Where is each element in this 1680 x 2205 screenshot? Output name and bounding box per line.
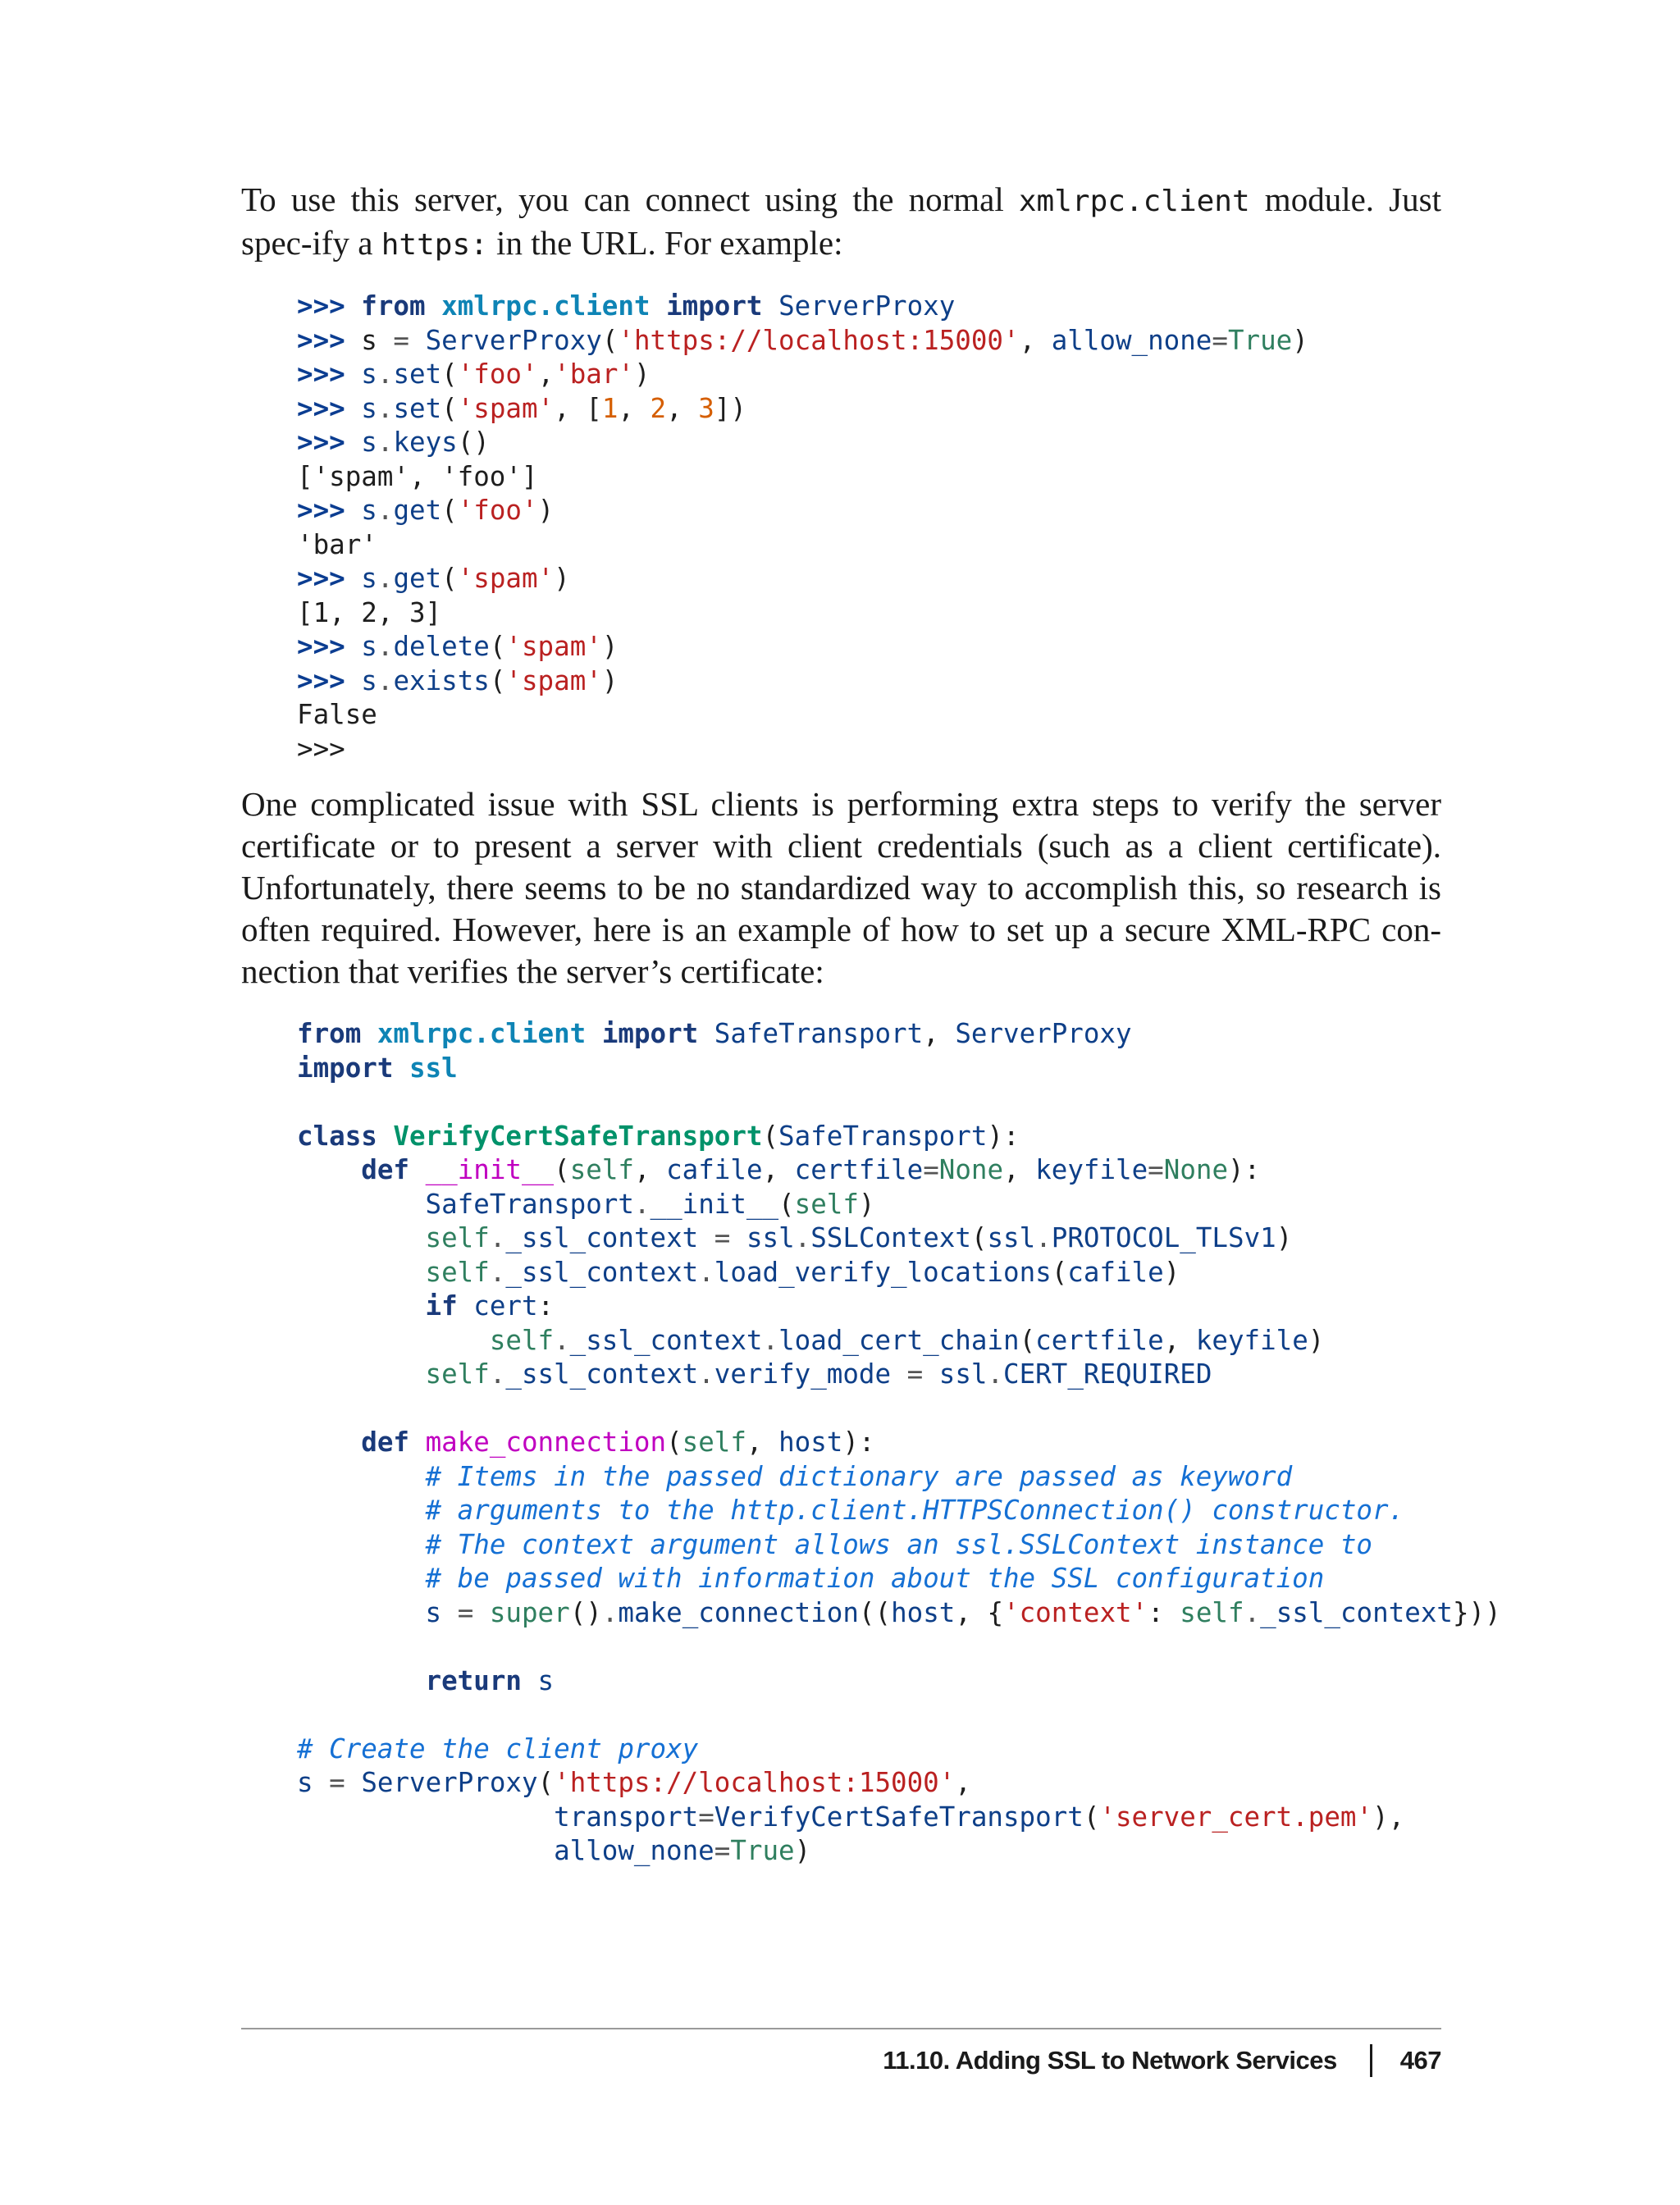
paragraph-text: To use this server, you can connect using the normal — [241, 180, 1019, 218]
code-token — [297, 1358, 426, 1390]
code-token: ( — [1019, 1324, 1036, 1356]
code-token: = — [923, 1154, 939, 1185]
code-line — [297, 1052, 1501, 1086]
code-token: ): — [842, 1427, 875, 1458]
code-token: self — [794, 1188, 859, 1220]
code-token: ( — [489, 664, 506, 696]
code-line — [297, 1834, 1501, 1869]
code-token: >>> — [297, 631, 362, 662]
code-token: . — [377, 563, 394, 594]
inline-code-scheme: https: — [381, 228, 488, 262]
code-line — [297, 1664, 1501, 1699]
code-token — [522, 1665, 538, 1696]
code-line — [297, 1596, 1501, 1631]
code-token: cafile — [666, 1154, 763, 1185]
code-token: , — [618, 392, 651, 424]
code-token: ) — [554, 563, 570, 594]
code-token: . — [762, 1324, 779, 1356]
code-token: verify_mode — [714, 1358, 892, 1390]
code-token: 'foo' — [457, 495, 538, 526]
footer-divider — [241, 2028, 1441, 2029]
code-token: # Items in the passed dictionary are passed as keyword — [425, 1460, 1293, 1492]
code-token — [297, 1495, 426, 1526]
code-token: . — [489, 1222, 506, 1253]
code-token: = — [1212, 324, 1228, 356]
code-token: make_connection — [618, 1596, 859, 1628]
code-token: return — [425, 1664, 522, 1696]
code-line — [297, 1188, 1501, 1222]
code-token — [297, 1563, 426, 1594]
code-token: >>> — [297, 427, 362, 458]
code-token: self — [425, 1256, 490, 1288]
code-token — [297, 1222, 426, 1253]
code-token: 'https://localhost:15000' — [554, 1767, 956, 1798]
code-token: . — [794, 1222, 811, 1253]
code-token: 'spam' — [505, 664, 602, 696]
code-line — [297, 1698, 1501, 1732]
code-token — [313, 1767, 330, 1798]
code-token: , [ — [554, 392, 602, 424]
code-token: . — [377, 427, 394, 458]
code-token: VerifyCertSafeTransport — [393, 1120, 763, 1152]
code-line — [297, 596, 1308, 631]
code-token: . — [377, 664, 394, 696]
code-token: . — [554, 1324, 570, 1356]
code-token — [297, 1154, 361, 1185]
code-block-interactive-session — [297, 290, 1308, 766]
code-token: SafeTransport — [425, 1188, 634, 1220]
code-token: ( — [537, 1767, 555, 1798]
code-token: _ssl_context — [505, 1222, 699, 1253]
code-token: ( — [970, 1222, 988, 1253]
code-token: , — [1163, 1324, 1196, 1356]
code-token: . — [377, 495, 394, 526]
code-token: exists — [393, 664, 490, 696]
code-line — [297, 460, 1308, 495]
code-token: certfile — [1035, 1324, 1164, 1356]
code-token: ssl — [938, 1358, 988, 1390]
paragraph-text: in the URL. For example: — [487, 224, 843, 262]
code-line — [297, 1392, 1501, 1427]
code-token: , — [666, 392, 699, 424]
code-token — [458, 1290, 474, 1322]
code-token — [297, 1290, 426, 1322]
code-token: cert — [473, 1290, 538, 1322]
code-token: None — [938, 1154, 1004, 1185]
code-token: ) — [601, 664, 619, 696]
code-token: ) — [1276, 1222, 1293, 1253]
code-token: SafeTransport — [778, 1120, 988, 1152]
code-token: >>> — [297, 290, 362, 322]
code-token: super — [489, 1596, 570, 1628]
code-token: SafeTransport — [714, 1018, 924, 1049]
code-token: ( — [1083, 1801, 1100, 1833]
code-token: ( — [601, 324, 619, 356]
code-token: s — [361, 664, 377, 696]
code-token — [409, 325, 426, 356]
code-token — [297, 1189, 426, 1220]
code-token: ssl — [987, 1222, 1036, 1253]
code-token: 'spam' — [505, 631, 602, 662]
code-token: from — [297, 1018, 362, 1049]
code-token: ( — [666, 1427, 682, 1458]
code-line — [297, 630, 1308, 664]
code-token: = — [1148, 1154, 1164, 1185]
code-token: delete — [393, 631, 490, 662]
footer-separator — [1370, 2044, 1372, 2077]
code-token: make_connection — [425, 1427, 667, 1458]
code-token: xmlrpc.client — [441, 290, 651, 322]
code-token: ['spam', 'foo'] — [297, 460, 538, 492]
code-line — [297, 528, 1308, 563]
code-token — [345, 1767, 362, 1798]
code-token: 'foo' — [457, 358, 538, 390]
code-token: })) — [1452, 1596, 1501, 1628]
code-token — [651, 290, 667, 322]
code-token: if — [425, 1290, 458, 1322]
code-token — [409, 1427, 426, 1458]
code-token: . — [698, 1358, 714, 1390]
code-token: s — [425, 1596, 442, 1628]
code-token — [698, 1018, 714, 1049]
code-token: def — [361, 1427, 409, 1458]
code-token: ) — [1308, 1324, 1325, 1356]
code-line — [297, 1494, 1501, 1528]
code-token: >>> — [297, 664, 362, 696]
code-token: self — [569, 1154, 634, 1185]
code-line — [297, 1460, 1501, 1495]
code-token: ( — [441, 392, 458, 424]
code-token: ) — [1292, 324, 1308, 356]
code-token: , — [1003, 1154, 1036, 1185]
code-token: s — [297, 1767, 313, 1798]
page-number: 467 — [1399, 2046, 1441, 2075]
code-line — [297, 698, 1308, 733]
code-token: True — [730, 1835, 795, 1866]
code-token: s — [361, 631, 377, 662]
code-token: ServerProxy — [361, 1767, 538, 1798]
code-token: xmlrpc.client — [377, 1018, 587, 1049]
code-token: keyfile — [1195, 1324, 1308, 1356]
code-line — [297, 392, 1308, 427]
code-token: () — [569, 1596, 602, 1628]
code-token: ( — [554, 1154, 570, 1185]
code-token — [409, 1154, 426, 1185]
code-line — [297, 358, 1308, 392]
code-token: 'context' — [1003, 1596, 1148, 1628]
code-token: host — [891, 1596, 956, 1628]
code-token: allow_none — [1051, 324, 1212, 356]
code-token — [698, 1222, 714, 1253]
code-token: , { — [955, 1596, 1004, 1628]
code-token: ) — [601, 631, 619, 662]
code-line — [297, 1324, 1501, 1358]
code-token: get — [393, 563, 442, 594]
code-token — [297, 1461, 426, 1492]
code-token: allow_none — [554, 1835, 714, 1866]
code-token: : — [537, 1290, 555, 1322]
code-token — [297, 1597, 426, 1628]
code-token: 'server_cert.pem' — [1099, 1801, 1373, 1833]
code-token: False — [297, 699, 377, 730]
code-token: >>> — [297, 733, 345, 765]
code-token: >>> — [297, 392, 362, 424]
code-token: () — [457, 427, 490, 458]
code-token — [586, 1018, 602, 1049]
code-token: self — [682, 1427, 746, 1458]
code-token — [473, 1597, 490, 1628]
code-token: = — [457, 1596, 474, 1628]
code-token: # be passed with information about the SSL configuration — [425, 1563, 1325, 1594]
code-token: , — [955, 1767, 971, 1798]
code-line — [297, 733, 1308, 767]
code-token: SSLContext — [810, 1222, 971, 1253]
code-token: self — [425, 1358, 490, 1390]
code-token: ( — [441, 495, 458, 526]
code-token: ( — [762, 1120, 779, 1152]
code-token: s — [361, 427, 377, 458]
code-token: ), — [1372, 1801, 1405, 1833]
code-token — [426, 290, 442, 322]
code-token: , — [746, 1427, 779, 1458]
code-token: . — [1244, 1596, 1261, 1628]
code-token: True — [1227, 324, 1293, 356]
code-token — [730, 1222, 746, 1253]
code-token: ssl — [409, 1052, 458, 1084]
code-line — [297, 1562, 1501, 1596]
code-token: from — [361, 290, 426, 322]
page-footer — [883, 2041, 1441, 2080]
code-token: ) — [1163, 1256, 1180, 1288]
code-token: load_verify_locations — [714, 1256, 1052, 1288]
code-line — [297, 664, 1308, 699]
code-token: import — [601, 1018, 699, 1049]
code-token: 'bar' — [554, 358, 634, 390]
code-token: s — [361, 563, 377, 594]
code-token — [361, 1018, 377, 1049]
paragraph-text: module. Just spec-ify a — [241, 180, 1441, 262]
code-line — [297, 1358, 1501, 1392]
code-token: 'spam' — [457, 563, 555, 594]
code-token — [297, 1325, 490, 1356]
code-line — [297, 1801, 1501, 1835]
code-token: self — [425, 1222, 490, 1253]
code-line — [297, 562, 1308, 596]
code-token — [297, 1427, 361, 1458]
footer-section-title: 11.10. Adding SSL to Network Services — [883, 2046, 1337, 2075]
code-line — [297, 1290, 1501, 1324]
code-token: >>> — [297, 563, 362, 594]
code-token — [297, 1257, 426, 1288]
code-line — [297, 494, 1308, 528]
code-token: = — [714, 1222, 731, 1253]
code-token: >>> — [297, 495, 362, 526]
code-token: : — [1148, 1596, 1180, 1628]
code-token: . — [489, 1358, 506, 1390]
code-token: . — [601, 1596, 619, 1628]
code-token: ( — [778, 1188, 795, 1220]
code-token: None — [1163, 1154, 1229, 1185]
code-line — [297, 426, 1308, 460]
code-token: cafile — [1067, 1256, 1164, 1288]
code-token: self — [489, 1324, 555, 1356]
code-token — [393, 1052, 409, 1084]
code-token: >>> — [297, 324, 362, 356]
code-token: 2 — [650, 392, 667, 424]
code-token: >>> — [297, 358, 362, 390]
code-token: VerifyCertSafeTransport — [714, 1801, 1084, 1833]
code-token: ]) — [714, 392, 746, 424]
code-token: 'bar' — [297, 528, 377, 560]
code-token: . — [377, 631, 394, 662]
code-token: s — [361, 392, 377, 424]
code-token: 3 — [698, 392, 714, 424]
inline-code-module: xmlrpc.client — [1018, 185, 1250, 218]
code-token: PROTOCOL_TLSv1 — [1051, 1222, 1276, 1253]
code-token: = — [906, 1358, 924, 1390]
code-token: = — [393, 324, 409, 356]
code-line — [297, 1017, 1501, 1052]
code-token: ) — [537, 495, 555, 526]
ssl-verification-paragraph: One complicated issue with SSL clients is performing extra steps to verify the server certificate or to present a server with client credentials (such as a client certificate). Unfortunately, there seems to be no standardized way to accomplish this, so research is often required. However, here is an example of how to set up a secure XML-RPC con-nection that verifies the server’s certificate: — [241, 785, 1441, 990]
code-token: ServerProxy — [778, 290, 956, 322]
code-token: ServerProxy — [955, 1018, 1132, 1049]
code-line — [297, 1766, 1501, 1801]
code-token: __init__ — [650, 1188, 779, 1220]
code-token: _ssl_context — [505, 1358, 699, 1390]
code-token: (( — [858, 1596, 892, 1628]
code-token: ( — [1051, 1256, 1068, 1288]
code-token: load_cert_chain — [778, 1324, 1020, 1356]
code-token: 'https://localhost:15000' — [618, 324, 1020, 356]
code-line — [297, 1085, 1501, 1120]
code-token: . — [698, 1256, 714, 1288]
code-token: . — [633, 1188, 651, 1220]
code-token: set — [393, 392, 442, 424]
code-token: , — [923, 1018, 956, 1049]
code-token: certfile — [794, 1154, 924, 1185]
code-token: # The context argument allows an ssl.SSLContext instance to — [425, 1528, 1372, 1560]
code-token: = — [329, 1767, 345, 1798]
code-token: s — [361, 324, 394, 356]
code-token — [891, 1358, 907, 1390]
code-token: # Create the client proxy — [297, 1732, 699, 1764]
code-token: ( — [441, 358, 458, 390]
code-token: s — [537, 1664, 555, 1696]
code-token: . — [1035, 1222, 1052, 1253]
code-line — [297, 1120, 1501, 1154]
code-token — [923, 1358, 939, 1390]
code-line — [297, 1426, 1501, 1460]
code-token: set — [393, 358, 442, 390]
code-token: CERT_REQUIRED — [1003, 1358, 1212, 1390]
code-token: . — [377, 358, 394, 390]
code-token: s — [361, 495, 377, 526]
code-token: ): — [987, 1120, 1020, 1152]
code-line — [297, 290, 1308, 324]
code-token: _ssl_context — [505, 1256, 699, 1288]
code-token: 1 — [601, 392, 619, 424]
code-line — [297, 1528, 1501, 1563]
code-token: # arguments to the http.client.HTTPSConnection() constructor. — [425, 1495, 1405, 1526]
code-token: ( — [489, 631, 506, 662]
code-line — [297, 1153, 1501, 1188]
code-token: _ssl_context — [1260, 1596, 1453, 1628]
code-token: ( — [441, 563, 458, 594]
code-token: import — [297, 1052, 394, 1084]
code-line — [297, 1221, 1501, 1256]
code-token: keys — [393, 427, 458, 458]
code-token: import — [666, 290, 763, 322]
code-token: . — [987, 1358, 1004, 1390]
code-token: self — [1180, 1596, 1244, 1628]
code-token: , — [633, 1154, 667, 1185]
code-token: transport — [554, 1801, 699, 1833]
code-token: ) — [858, 1188, 875, 1220]
code-token — [377, 1121, 394, 1152]
code-token: keyfile — [1035, 1154, 1148, 1185]
code-token: , — [762, 1154, 795, 1185]
code-token — [441, 1597, 458, 1628]
code-token — [297, 1835, 554, 1866]
code-token: host — [778, 1427, 843, 1458]
code-token: class — [297, 1120, 377, 1152]
intro-paragraph — [241, 179, 1441, 266]
code-line — [297, 1732, 1501, 1767]
code-token — [297, 1665, 426, 1696]
code-token: s — [361, 358, 377, 390]
code-token: ) — [794, 1835, 811, 1866]
code-token: 'spam' — [457, 392, 555, 424]
code-token: = — [714, 1835, 731, 1866]
code-token: , — [537, 358, 555, 390]
code-line — [297, 1256, 1501, 1290]
code-token — [297, 1529, 426, 1560]
code-token — [763, 290, 779, 322]
code-token: . — [489, 1256, 506, 1288]
code-token — [297, 1801, 554, 1833]
code-line — [297, 324, 1308, 358]
code-line — [297, 1630, 1501, 1664]
code-token: ) — [633, 358, 651, 390]
code-token: get — [393, 495, 442, 526]
code-token: ServerProxy — [425, 324, 602, 356]
code-token: [1, 2, 3] — [297, 596, 442, 628]
code-token: __init__ — [425, 1154, 555, 1185]
code-block-verify-cert-transport — [297, 1017, 1501, 1869]
code-token: ): — [1228, 1154, 1261, 1185]
code-token: . — [377, 392, 394, 424]
code-token: ssl — [746, 1222, 795, 1253]
code-token: _ssl_context — [569, 1324, 763, 1356]
code-token: = — [698, 1801, 714, 1833]
code-token: def — [361, 1154, 409, 1185]
code-token: , — [1019, 324, 1052, 356]
